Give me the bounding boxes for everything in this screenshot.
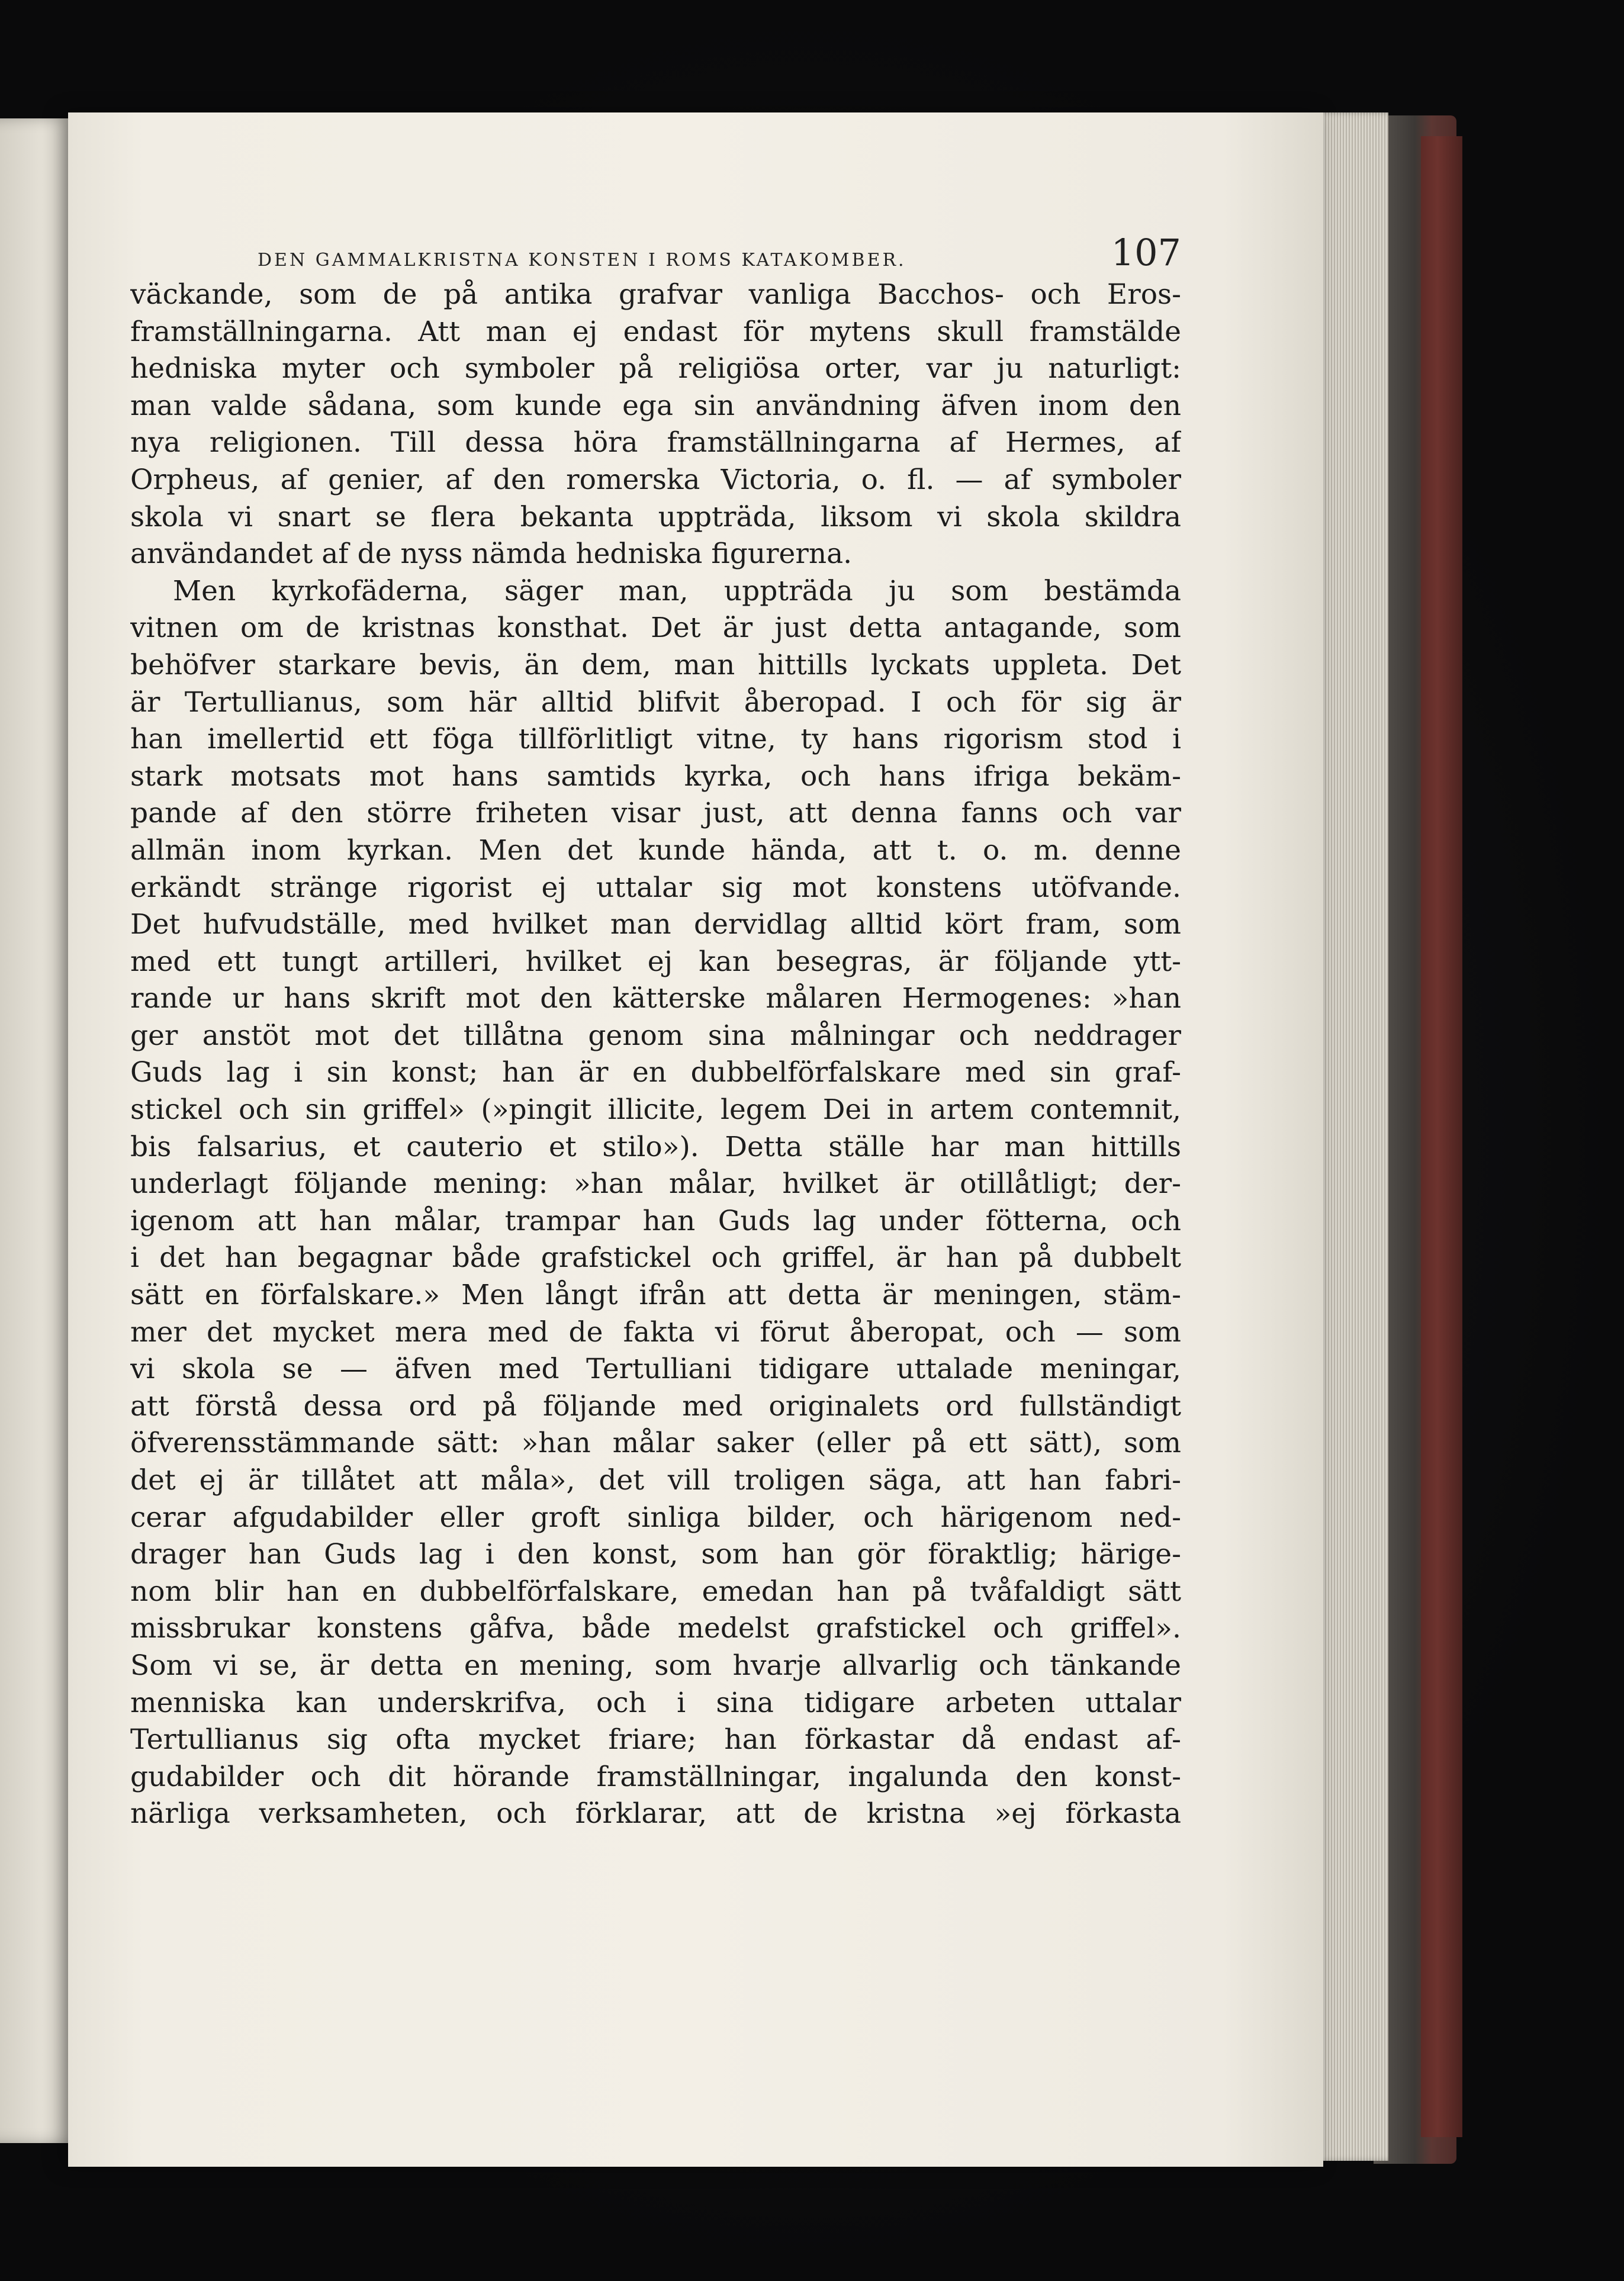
text-line: gudabilder och dit hörande framställningar, ingalunda den konst- [130,1760,1181,1793]
text-line: öfverensstämmande sätt: »han målar saker (eller på ett sätt), som [130,1427,1181,1460]
text-line: vitnen om de kristnas konsthat. Det är just detta antagande, som [130,612,1181,645]
text-line: igenom att han målar, trampar han Guds lag under fötterna, och [130,1204,1181,1237]
text-line: vi skola se — äfven med Tertulliani tidigare uttalade meningar, [130,1353,1181,1386]
text-line: mer det mycket mera med de fakta vi förut åberopat, och — som [130,1315,1181,1349]
text-line: Guds lag i sin konst; han är en dubbelförfalskare med sin graf- [130,1056,1181,1089]
text-line: Tertullianus sig ofta mycket friare; han förkastar då endast af- [130,1723,1181,1756]
text-line: pande af den större friheten visar just, att denna fanns och var [130,797,1181,830]
book-page [68,112,1323,2167]
text-line: underlagt följande mening: »han målar, hvilket är otillåtligt; der- [130,1167,1181,1201]
text-line: allmän inom kyrkan. Men det kunde hända, att t. o. m. denne [130,834,1181,867]
text-line: är Tertullianus, som här alltid blifvit åberopad. I och för sig är [130,686,1181,719]
book-cover-edge [1421,136,1462,2137]
facing-page-edge [0,118,77,2143]
text-line: att förstå dessa ord på följande med originalets ord fullständigt [130,1389,1181,1423]
text-line: det ej är tillåtet att måla», det vill troligen säga, att han fabri- [130,1464,1181,1497]
text-line: missbrukar konstens gåfva, både medelst grafstickel och griffel». [130,1612,1181,1645]
body-text [130,276,1181,1833]
text-line: skola vi snart se flera bekanta uppträda, liksom vi skola skildra [130,500,1181,533]
paragraph-end-line: användandet af de nyss nämda hedniska figurerna. [130,538,853,571]
text-line: närliga verksamheten, och förklarar, att de kristna »ej förkasta [130,1797,1181,1830]
page-number: 107 [1111,231,1181,274]
text-line: bis falsarius, et cauterio et stilo»). Detta ställe har man hittills [130,1130,1181,1163]
paragraph-start-line: Men kyrkofäderna, säger man, uppträda ju som bestämda [173,574,1181,607]
text-line: behöfver starkare bevis, än dem, man hittills lyckats uppleta. Det [130,648,1181,681]
text-line: menniska kan underskrifva, och i sina tidigare arbeten uttalar [130,1686,1181,1719]
text-line: i det han begagnar både grafstickel och griffel, är han på dubbelt [130,1241,1181,1275]
text-line: Som vi se, är detta en mening, som hvarje allvarlig och tänkande [130,1649,1181,1682]
text-line: stark motsats mot hans samtids kyrka, och hans ifriga bekäm- [130,760,1181,793]
text-line: stickel och sin griffel» (»pingit illicite, legem Dei in artem contemnit, [130,1093,1181,1127]
running-title: DEN GAMMALKRISTNA KONSTEN I ROMS KATAKOMBER. [258,250,906,271]
text-line: erkändt stränge rigorist ej uttalar sig mot konstens utöfvande. [130,871,1181,904]
text-line: han imellertid ett föga tillförlitligt vitne, ty hans rigorism stod i [130,723,1181,756]
text-line: nom blir han en dubbelförfalskare, emedan han på tvåfaldigt sätt [130,1575,1181,1608]
text-line: rande ur hans skrift mot den kätterske målaren Hermogenes: »han [130,982,1181,1015]
text-line: man valde sådana, som kunde ega sin användning äfven inom den [130,389,1181,422]
text-line: cerar afgudabilder eller groft sinliga bilder, och härigenom ned- [130,1501,1181,1534]
text-line: ger anstöt mot det tillåtna genom sina målningar och neddrager [130,1019,1181,1052]
text-line: Orpheus, af genier, af den romerska Victoria, o. fl. — af symboler [130,463,1181,496]
text-line: Det hufvudställe, med hvilket man dervidlag alltid kört fram, som [130,908,1181,941]
page-block-edges [1317,112,1388,2161]
page-header [258,231,1181,272]
text-line: sätt en förfalskare.» Men långt ifrån att detta är meningen, stäm- [130,1279,1181,1312]
text-line: nya religionen. Till dessa höra framställningarna af Hermes, af [130,426,1181,459]
text-line: framställningarna. Att man ej endast för mytens skull framstälde [130,315,1181,348]
text-line: med ett tungt artilleri, hvilket ej kan besegras, är följande ytt- [130,945,1181,978]
text-line: väckande, som de på antika grafvar vanliga Bacchos- och Eros- [130,278,1181,311]
text-line: hedniska myter och symboler på religiösa orter, var ju naturligt: [130,352,1181,385]
text-line: drager han Guds lag i den konst, som han gör föraktlig; härige- [130,1538,1181,1571]
